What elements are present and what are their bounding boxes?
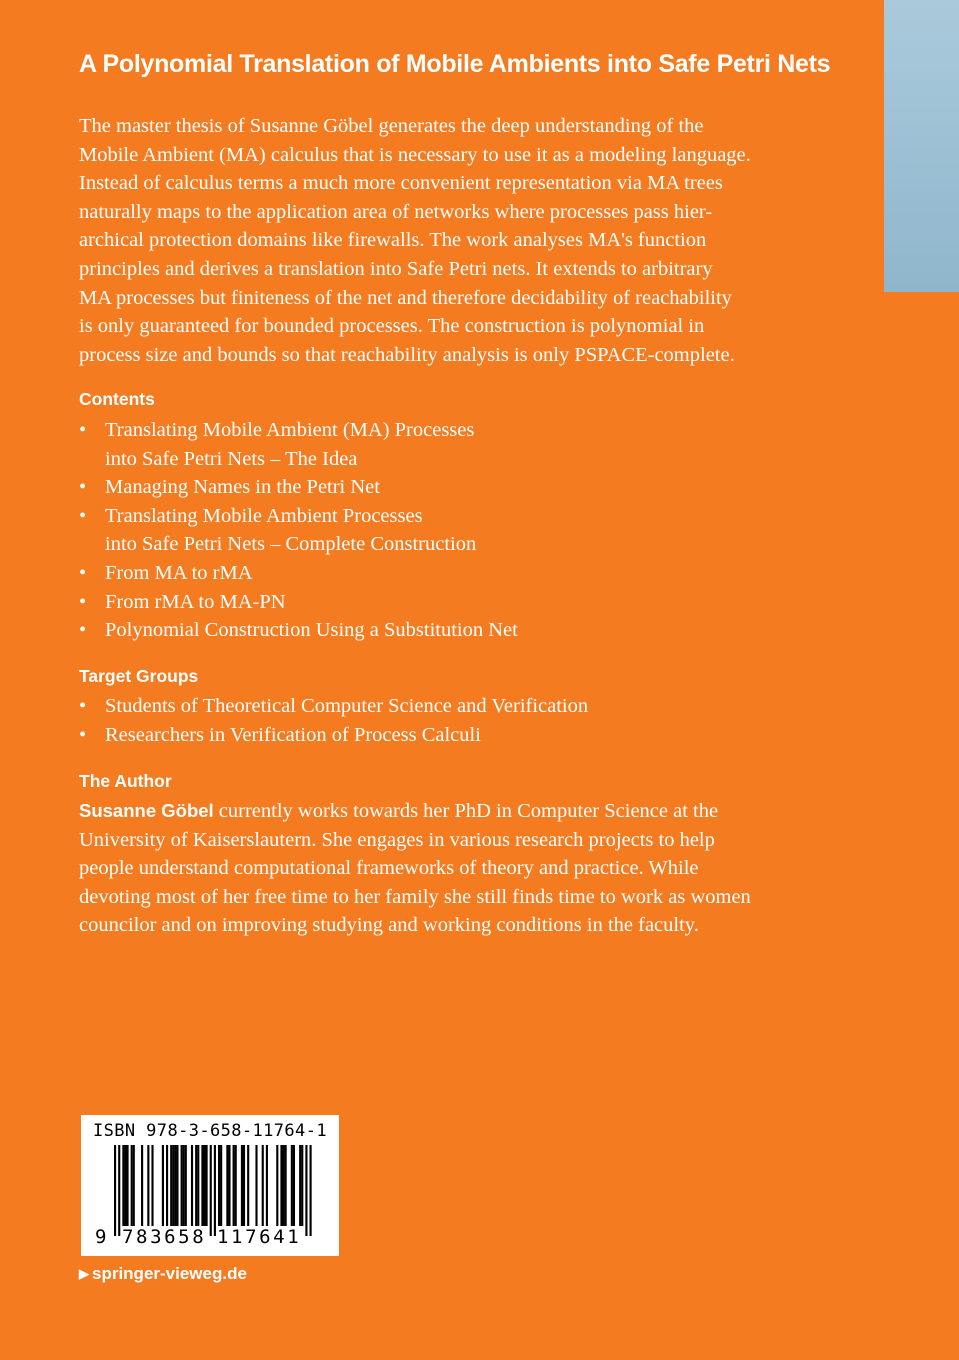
barcode-bar (162, 1145, 164, 1226)
abstract-line: The master thesis of Susanne Göbel generates the deep understanding of the (79, 115, 704, 137)
barcode-bar (218, 1145, 220, 1226)
barcode-bar (228, 1145, 230, 1226)
bullet-icon: • (79, 504, 87, 527)
barcode-bar (114, 1145, 116, 1236)
barcode-bar (166, 1145, 168, 1226)
contents-item-line: into Safe Petri Nets – The Idea (105, 447, 358, 470)
abstract-line: Instead of calculus terms a much more convenient representation via MA trees (79, 172, 723, 195)
ean-first-digit: 9 (95, 1226, 107, 1248)
barcode-bar (174, 1145, 176, 1226)
contents-item (79, 588, 518, 617)
barcode-bar (291, 1145, 293, 1226)
barcode-bar (233, 1145, 235, 1226)
contents-item-line: Translating Mobile Ambient Processes (105, 504, 423, 527)
barcode-bar (305, 1145, 307, 1236)
barcode-bar (214, 1145, 216, 1236)
barcode-bar (147, 1145, 149, 1226)
contents-item-line: From MA to rMA (105, 561, 253, 584)
isbn-barcode (81, 1115, 339, 1256)
author-heading: The Author (79, 771, 172, 791)
bullet-icon: • (79, 619, 87, 642)
barcode-bar (126, 1145, 128, 1226)
abstract-line: process size and bounds so that reachability analysis is only PSPACE-complete. (79, 343, 735, 366)
abstract-line: principles and derives a translation into Safe Petri nets. It extends to arbitrary (79, 257, 713, 280)
publisher-url-text: springer-vieweg.de (92, 1264, 247, 1283)
barcode-bar (293, 1145, 295, 1226)
barcode-bar (247, 1145, 249, 1226)
barcode-bar (201, 1145, 203, 1226)
author-bio-line: councilor and on improving studying and working conditions in the faculty. (79, 914, 699, 937)
target-group-item-line: Students of Theoretical Computer Science and Verification (105, 695, 589, 717)
barcode-bar (235, 1145, 237, 1226)
barcode-bar (181, 1145, 183, 1226)
barcode-bar (133, 1145, 135, 1226)
contents-item-line: Managing Names in the Petri Net (105, 476, 380, 499)
barcode-bar (151, 1145, 153, 1226)
ean-left-group: 783658 (122, 1226, 207, 1248)
bullet-icon: • (79, 561, 87, 584)
contents-item-line: Translating Mobile Ambient (MA) Processes (105, 419, 475, 441)
abstract-line: archical protection domains like firewalls. The work analyses MA's function (79, 229, 707, 252)
contents-item (79, 502, 518, 559)
barcode-bar (176, 1145, 178, 1226)
target-groups-heading: Target Groups (79, 666, 199, 686)
barcode-bar (262, 1145, 264, 1226)
target-group-item (79, 692, 588, 721)
bullet-icon: • (79, 590, 87, 613)
author-bio (79, 797, 751, 940)
barcode-bar (172, 1145, 174, 1226)
barcode-bar (220, 1145, 222, 1226)
author-bio-line: people understand computational frameworks of theory and practice. While (79, 857, 699, 880)
barcode-bar (191, 1145, 193, 1226)
author-bio-line: University of Kaiserslautern. She engages in various research projects to help (79, 828, 715, 851)
book-title: A Polynomial Translation of Mobile Ambients into Safe Petri Nets (79, 50, 831, 78)
barcode-bar (310, 1145, 312, 1236)
barcode-bar (118, 1145, 120, 1236)
contents-item (79, 473, 518, 502)
triangle-right-icon: ▶ (79, 1266, 89, 1281)
spine-color-strip (884, 0, 959, 292)
author-name: Susanne Göbel (79, 800, 214, 821)
contents-item-line: From rMA to MA-PN (105, 590, 286, 613)
bullet-icon: • (79, 723, 87, 746)
barcode-bar (280, 1145, 282, 1226)
barcode-bar (183, 1145, 185, 1226)
barcode-bar (285, 1145, 287, 1226)
contents-item-line: Polynomial Construction Using a Substitution Net (105, 619, 518, 642)
abstract-line: MA processes but finiteness of the net and therefore decidability of reachability (79, 286, 732, 309)
author-bio-line: devoting most of her free time to her family she still finds time to work as women (79, 885, 751, 908)
publisher-link[interactable] (79, 1262, 247, 1286)
contents-list (79, 416, 518, 645)
bullet-icon: • (79, 419, 87, 441)
barcode-bar (241, 1145, 243, 1226)
barcode-bar (243, 1145, 245, 1226)
contents-item (79, 559, 518, 588)
barcode-bar (255, 1145, 257, 1226)
barcode-bar (299, 1145, 301, 1226)
barcode-bar (276, 1145, 278, 1226)
bullet-icon: • (79, 476, 87, 499)
abstract-line: is only guaranteed for bounded processes. The construction is polynomial in (79, 315, 705, 338)
ean-right-group: 117641 (217, 1226, 302, 1248)
barcode-bar (197, 1145, 199, 1226)
barcode-bar (170, 1145, 172, 1226)
isbn-label: ISBN 978-3-658-11764-1 (93, 1121, 327, 1141)
contents-item (79, 616, 518, 645)
contents-item-line: into Safe Petri Nets – Complete Construction (105, 533, 477, 556)
barcode-bar (226, 1145, 228, 1226)
barcode-bar (122, 1145, 124, 1226)
author-bio-line (79, 797, 751, 826)
barcode-bar (185, 1145, 187, 1226)
abstract-line: Mobile Ambient (MA) calculus that is necessary to use it as a modeling language. (79, 143, 751, 166)
barcode-bar (206, 1145, 208, 1226)
barcode-bar (210, 1145, 212, 1236)
contents-heading: Contents (79, 389, 155, 409)
bullet-icon: • (79, 695, 87, 717)
barcode-bar (266, 1145, 268, 1226)
target-group-item (79, 721, 588, 750)
barcode-bar (124, 1145, 126, 1226)
target-groups-list (79, 692, 588, 749)
abstract-line: naturally maps to the application area of networks where processes pass hier- (79, 200, 713, 223)
barcode-bar (301, 1145, 303, 1226)
author-bio-first-line: currently works towards her PhD in Computer Science at the (213, 800, 719, 822)
barcode-bar (141, 1145, 143, 1226)
target-group-item-line: Researchers in Verification of Process Calculi (105, 723, 481, 746)
barcode-bar (195, 1145, 197, 1226)
abstract (79, 112, 751, 369)
barcode-bar (282, 1145, 284, 1226)
contents-item (79, 416, 518, 473)
barcode-bar (203, 1145, 205, 1226)
barcode-bar (131, 1145, 133, 1226)
